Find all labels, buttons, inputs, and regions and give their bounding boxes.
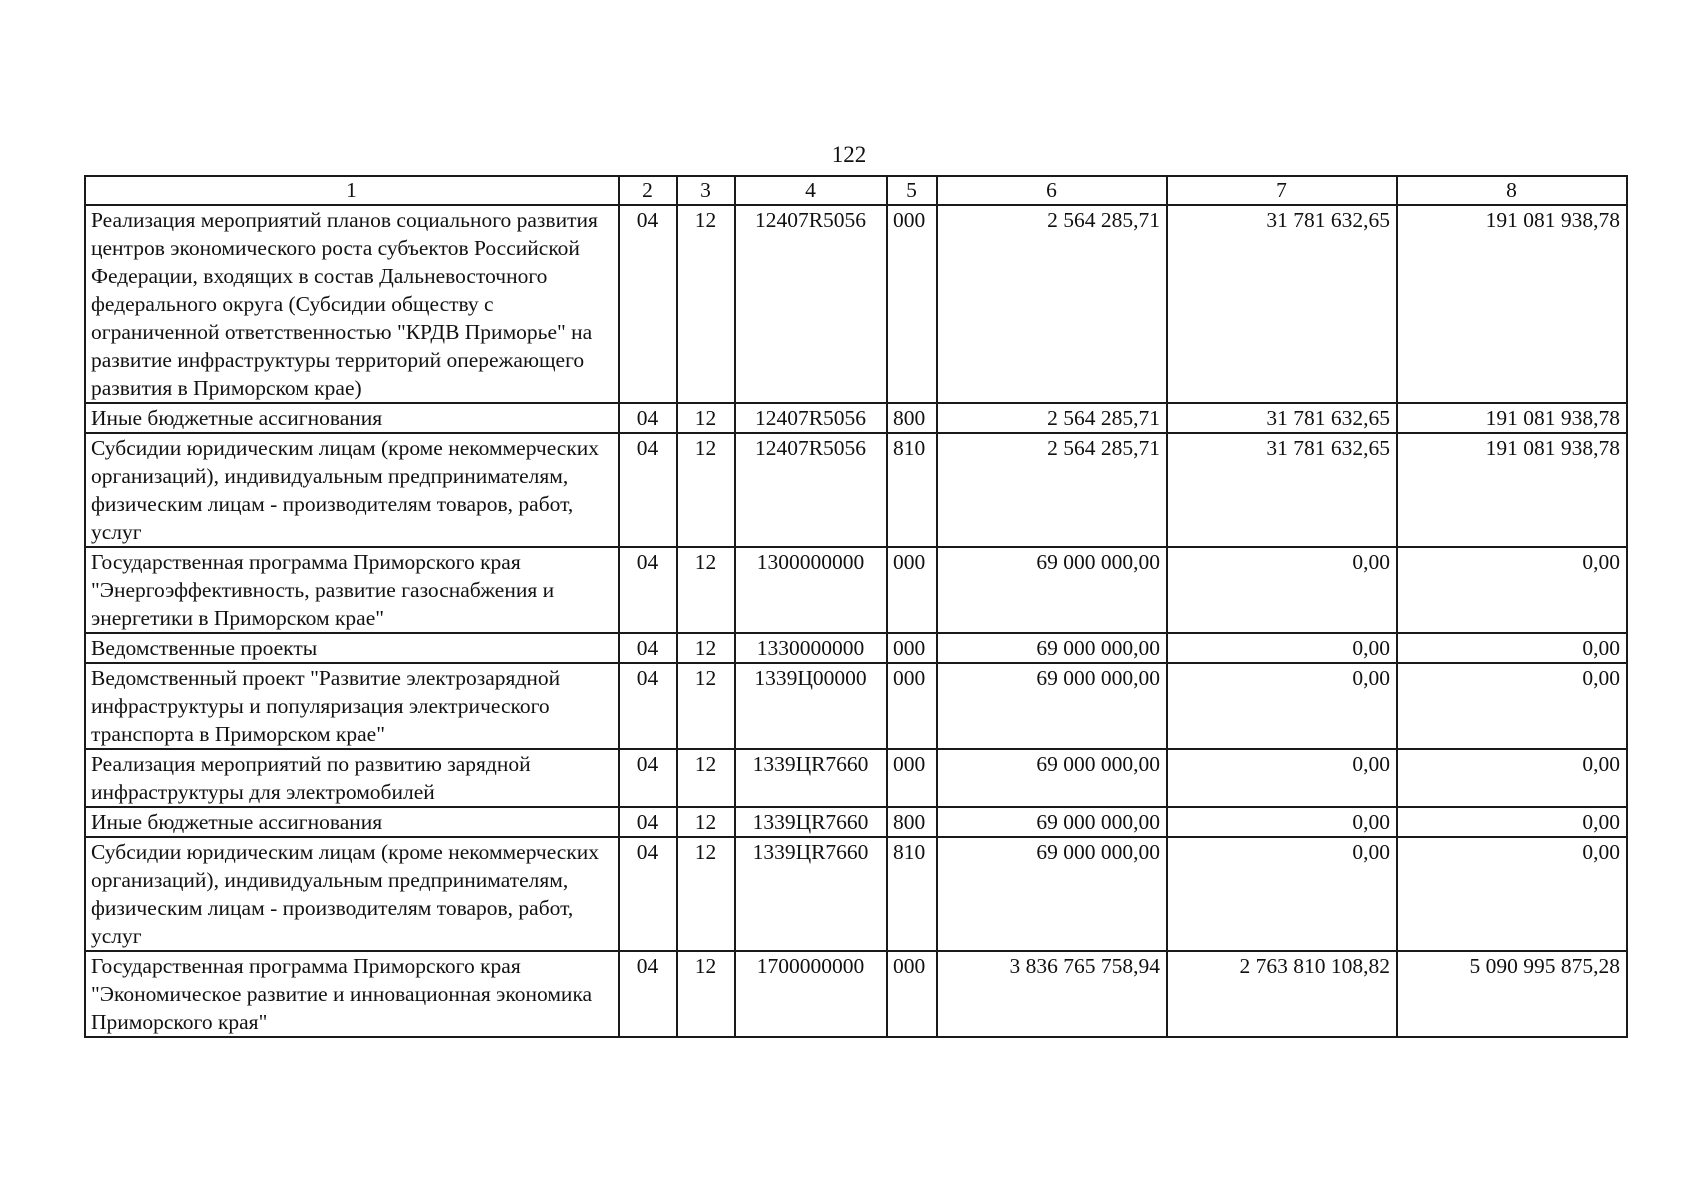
expense-type-code: 800 bbox=[887, 403, 937, 433]
row-name: Государственная программа Приморского края "Энергоэффективность, развитие газоснабжения и энергетики в Приморском крае" bbox=[85, 547, 619, 633]
column-header: 4 bbox=[735, 176, 887, 205]
subsection-code: 12 bbox=[677, 749, 735, 807]
amount-col7: 0,00 bbox=[1167, 807, 1397, 837]
subsection-code: 12 bbox=[677, 663, 735, 749]
column-header: 3 bbox=[677, 176, 735, 205]
expense-type-code: 810 bbox=[887, 837, 937, 951]
header-row bbox=[85, 176, 1627, 205]
amount-col7: 0,00 bbox=[1167, 837, 1397, 951]
target-article-code: 1339Ц00000 bbox=[735, 663, 887, 749]
section-code: 04 bbox=[619, 547, 677, 633]
amount-col6: 2 564 285,71 bbox=[937, 433, 1167, 547]
row-name: Реализация мероприятий планов социального развития центров экономического роста субъектов Российской Федерации, входящих в состав Дальневосточного федерального округа (Субсидии обществу с ограниченной ответственностью "КРДВ Приморье" на развитие инфраструктуры территорий опережающего развития в Приморском крае) bbox=[85, 205, 619, 403]
table-row bbox=[85, 951, 1627, 1037]
expense-type-code: 810 bbox=[887, 433, 937, 547]
table-row bbox=[85, 837, 1627, 951]
target-article-code: 1330000000 bbox=[735, 633, 887, 663]
target-article-code: 1700000000 bbox=[735, 951, 887, 1037]
column-header: 8 bbox=[1397, 176, 1627, 205]
table-row bbox=[85, 547, 1627, 633]
expense-type-code: 000 bbox=[887, 749, 937, 807]
amount-col8: 5 090 995 875,28 bbox=[1397, 951, 1627, 1037]
expense-type-code: 000 bbox=[887, 663, 937, 749]
row-name: Субсидии юридическим лицам (кроме некоммерческих организаций), индивидуальным предпринимателям, физическим лицам - производителям товаров, работ, услуг bbox=[85, 433, 619, 547]
target-article-code: 1339ЦR7660 bbox=[735, 837, 887, 951]
expense-type-code: 800 bbox=[887, 807, 937, 837]
target-article-code: 12407R5056 bbox=[735, 433, 887, 547]
section-code: 04 bbox=[619, 205, 677, 403]
budget-table bbox=[84, 175, 1628, 1038]
row-name: Государственная программа Приморского края "Экономическое развитие и инновационная экономика Приморского края" bbox=[85, 951, 619, 1037]
section-code: 04 bbox=[619, 837, 677, 951]
subsection-code: 12 bbox=[677, 633, 735, 663]
amount-col8: 191 081 938,78 bbox=[1397, 403, 1627, 433]
amount-col7: 0,00 bbox=[1167, 663, 1397, 749]
amount-col6: 2 564 285,71 bbox=[937, 205, 1167, 403]
amount-col6: 69 000 000,00 bbox=[937, 837, 1167, 951]
column-header: 2 bbox=[619, 176, 677, 205]
amount-col6: 3 836 765 758,94 bbox=[937, 951, 1167, 1037]
table-row bbox=[85, 403, 1627, 433]
table-row bbox=[85, 433, 1627, 547]
section-code: 04 bbox=[619, 749, 677, 807]
amount-col6: 69 000 000,00 bbox=[937, 749, 1167, 807]
expense-type-code: 000 bbox=[887, 547, 937, 633]
column-header: 5 bbox=[887, 176, 937, 205]
subsection-code: 12 bbox=[677, 205, 735, 403]
row-name: Реализация мероприятий по развитию зарядной инфраструктуры для электромобилей bbox=[85, 749, 619, 807]
amount-col6: 69 000 000,00 bbox=[937, 807, 1167, 837]
target-article-code: 1300000000 bbox=[735, 547, 887, 633]
amount-col7: 2 763 810 108,82 bbox=[1167, 951, 1397, 1037]
row-name: Субсидии юридическим лицам (кроме некоммерческих организаций), индивидуальным предпринимателям, физическим лицам - производителям товаров, работ, услуг bbox=[85, 837, 619, 951]
amount-col6: 69 000 000,00 bbox=[937, 663, 1167, 749]
target-article-code: 1339ЦR7660 bbox=[735, 749, 887, 807]
section-code: 04 bbox=[619, 807, 677, 837]
amount-col8: 0,00 bbox=[1397, 633, 1627, 663]
section-code: 04 bbox=[619, 951, 677, 1037]
expense-type-code: 000 bbox=[887, 633, 937, 663]
amount-col7: 31 781 632,65 bbox=[1167, 403, 1397, 433]
subsection-code: 12 bbox=[677, 403, 735, 433]
table-row bbox=[85, 205, 1627, 403]
subsection-code: 12 bbox=[677, 547, 735, 633]
subsection-code: 12 bbox=[677, 807, 735, 837]
table-row bbox=[85, 749, 1627, 807]
row-name: Иные бюджетные ассигнования bbox=[85, 807, 619, 837]
column-header: 7 bbox=[1167, 176, 1397, 205]
section-code: 04 bbox=[619, 663, 677, 749]
amount-col6: 69 000 000,00 bbox=[937, 547, 1167, 633]
amount-col8: 191 081 938,78 bbox=[1397, 205, 1627, 403]
page-number: 122 bbox=[831, 142, 867, 167]
amount-col7: 0,00 bbox=[1167, 749, 1397, 807]
target-article-code: 1339ЦR7660 bbox=[735, 807, 887, 837]
amount-col8: 0,00 bbox=[1397, 837, 1627, 951]
target-article-code: 12407R5056 bbox=[735, 205, 887, 403]
expense-type-code: 000 bbox=[887, 951, 937, 1037]
table-row bbox=[85, 807, 1627, 837]
amount-col6: 2 564 285,71 bbox=[937, 403, 1167, 433]
amount-col7: 0,00 bbox=[1167, 633, 1397, 663]
row-name: Ведомственный проект "Развитие электрозарядной инфраструктуры и популяризация электрического транспорта в Приморском крае" bbox=[85, 663, 619, 749]
amount-col8: 0,00 bbox=[1397, 663, 1627, 749]
amount-col7: 31 781 632,65 bbox=[1167, 205, 1397, 403]
amount-col8: 0,00 bbox=[1397, 749, 1627, 807]
table-row bbox=[85, 633, 1627, 663]
subsection-code: 12 bbox=[677, 433, 735, 547]
expense-type-code: 000 bbox=[887, 205, 937, 403]
section-code: 04 bbox=[619, 433, 677, 547]
section-code: 04 bbox=[619, 633, 677, 663]
column-header: 1 bbox=[85, 176, 619, 205]
amount-col7: 31 781 632,65 bbox=[1167, 433, 1397, 547]
table-row bbox=[85, 663, 1627, 749]
row-name: Ведомственные проекты bbox=[85, 633, 619, 663]
target-article-code: 12407R5056 bbox=[735, 403, 887, 433]
amount-col8: 191 081 938,78 bbox=[1397, 433, 1627, 547]
row-name: Иные бюджетные ассигнования bbox=[85, 403, 619, 433]
amount-col7: 0,00 bbox=[1167, 547, 1397, 633]
subsection-code: 12 bbox=[677, 951, 735, 1037]
subsection-code: 12 bbox=[677, 837, 735, 951]
amount-col8: 0,00 bbox=[1397, 807, 1627, 837]
amount-col8: 0,00 bbox=[1397, 547, 1627, 633]
amount-col6: 69 000 000,00 bbox=[937, 633, 1167, 663]
column-header: 6 bbox=[937, 176, 1167, 205]
section-code: 04 bbox=[619, 403, 677, 433]
